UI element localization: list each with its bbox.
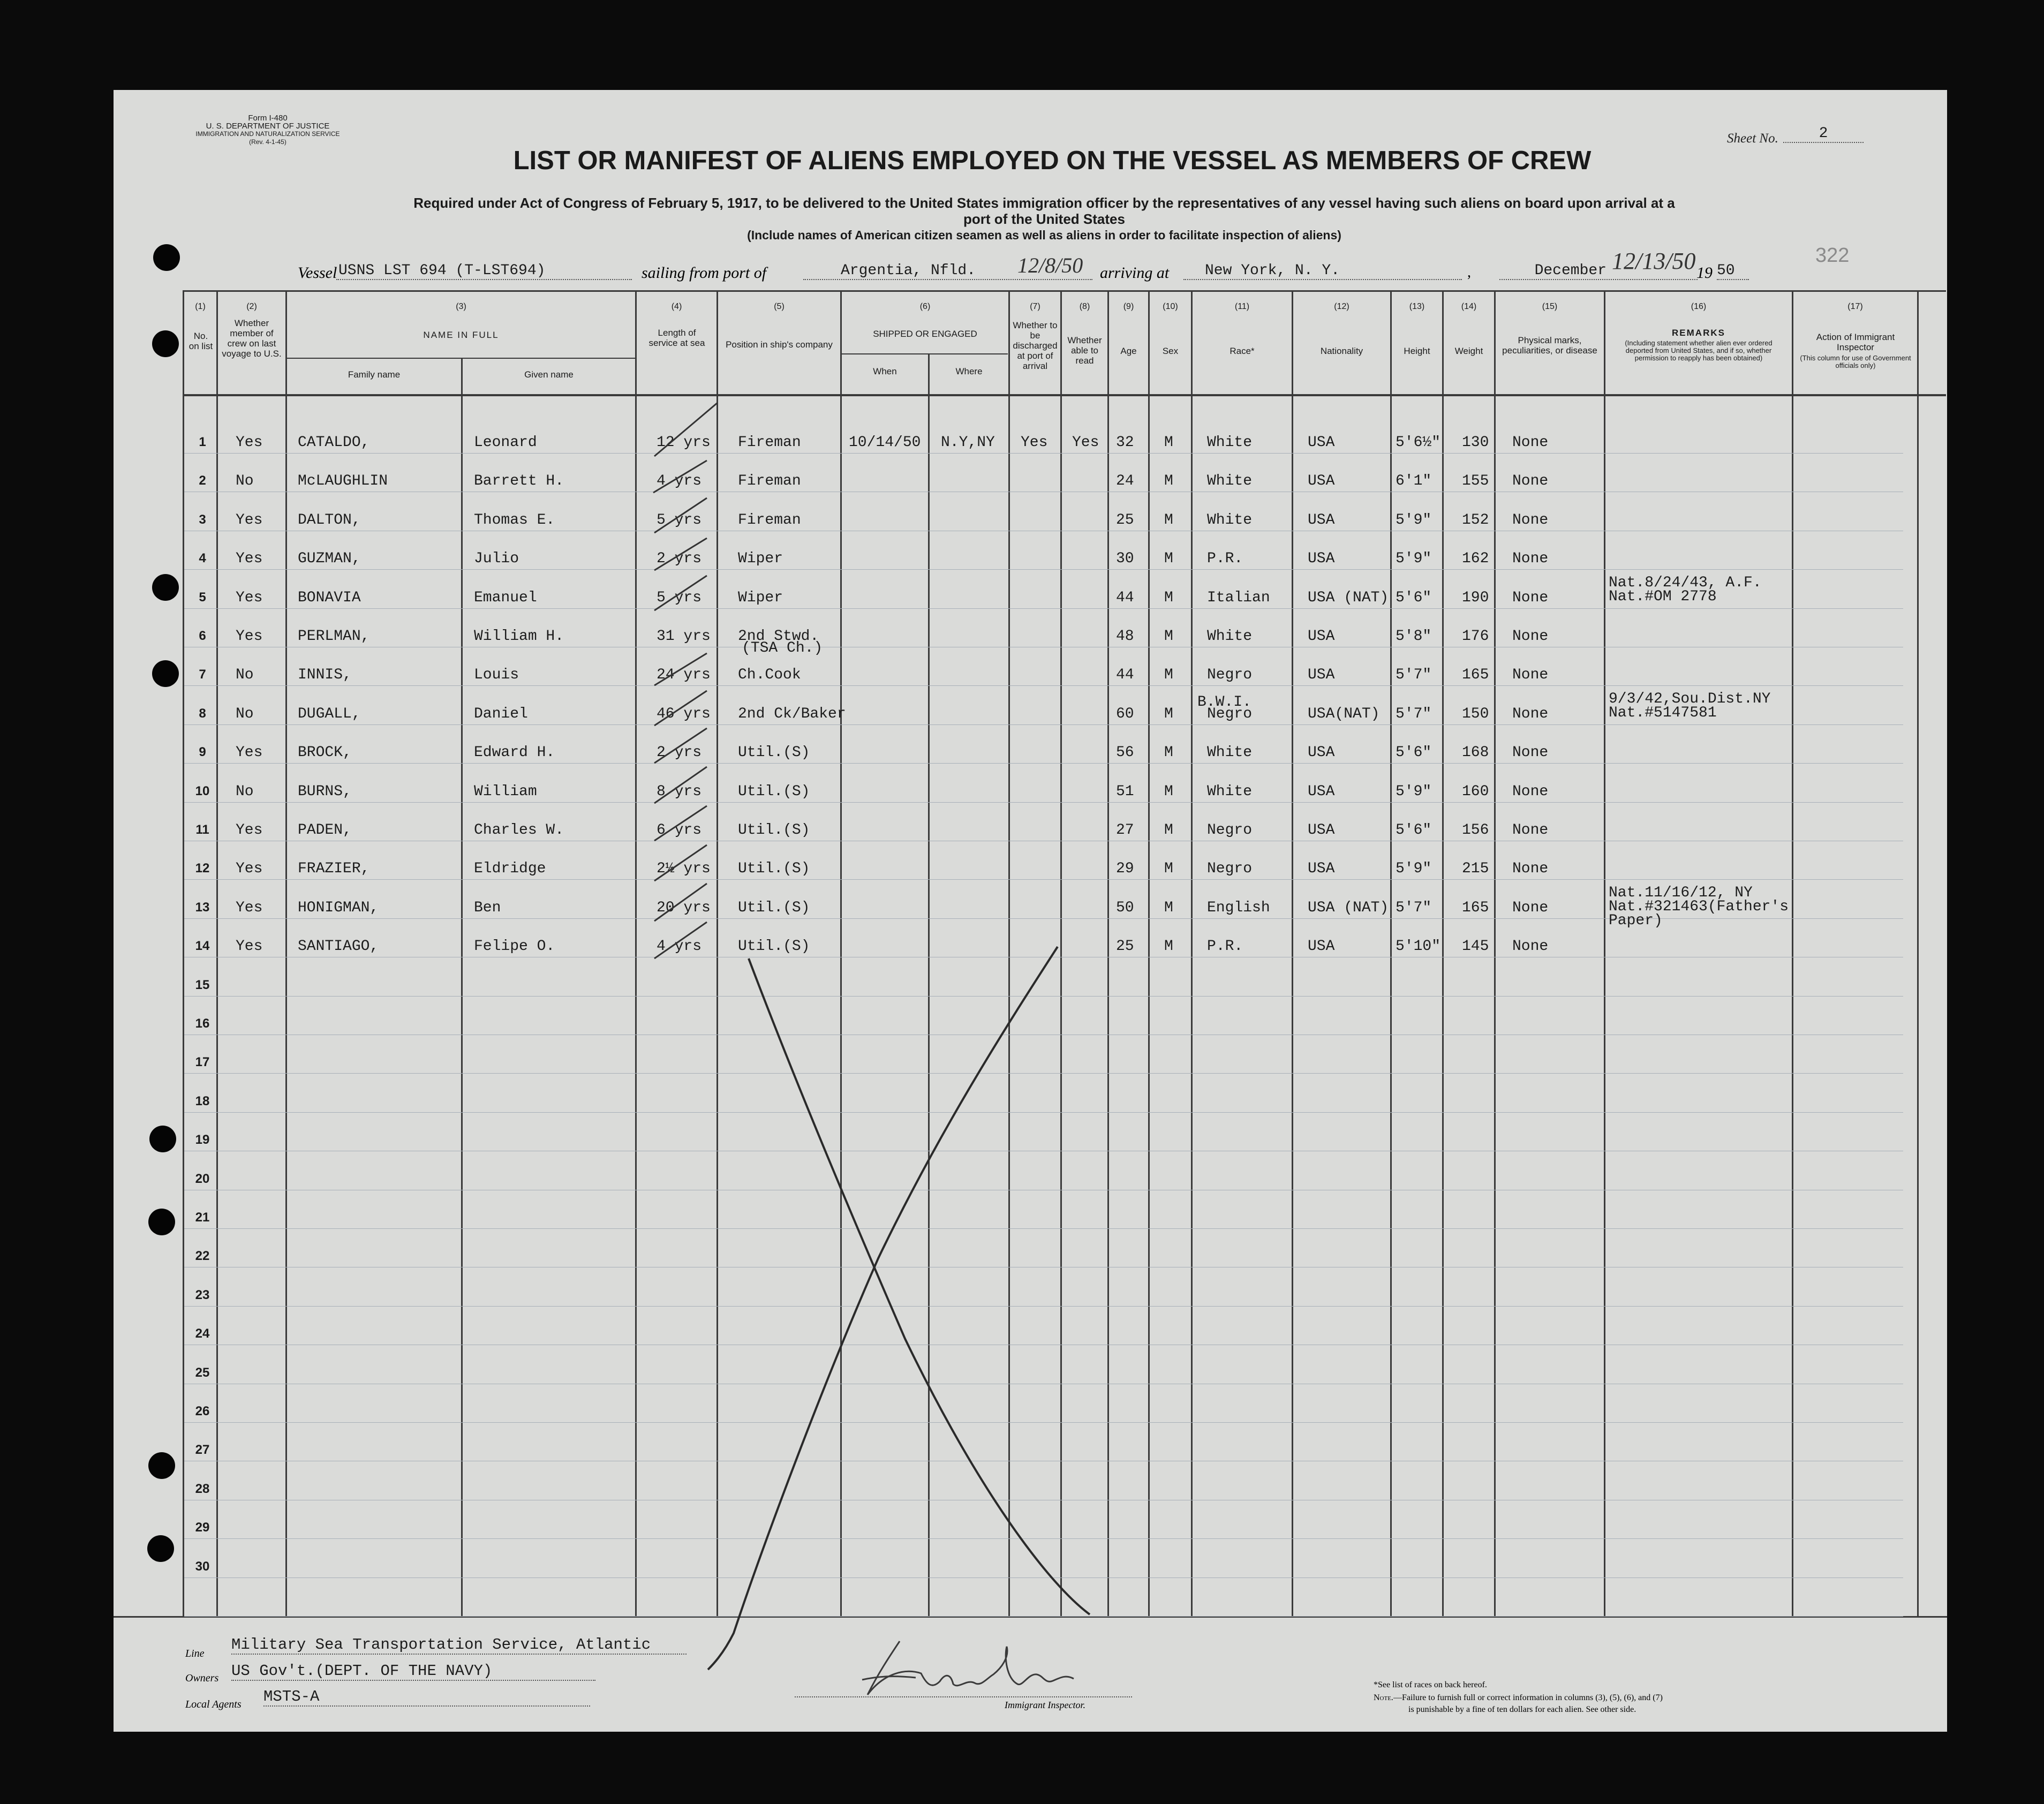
position-cell: Fireman [738,473,801,490]
age-cell: 44 [1116,667,1134,684]
col8-num: (8) [1079,302,1090,311]
where-header: Where [955,366,983,376]
position-cell: Util.(S) [738,861,810,878]
height-cell: 5'9" [1396,861,1432,878]
position-cell: Wiper [738,589,783,606]
remarks-line1: Nat.8/24/43, A.F. [1609,574,1762,591]
family-name-cell: GUZMAN, [298,550,361,568]
given-name-cell: Edward H. [474,744,555,761]
age-cell: 48 [1116,628,1134,645]
position-cell: 2nd Stwd. [738,628,819,645]
position-cell: Fireman [738,511,801,529]
arrival-month: December [1499,262,1698,280]
marks-cell: None [1512,589,1549,606]
marks-cell: None [1512,938,1549,955]
sex-cell: M [1164,705,1173,722]
row-number: 20 [195,1171,210,1186]
last-voyage-cell: No [236,783,254,800]
inspector-signature [846,1636,1125,1705]
family-name-cell: McLAUGHLIN [298,473,388,490]
col15-num: (15) [1542,302,1558,311]
service-length-cell: 2 yrs [657,744,702,761]
service-length-cell: 46 yrs [657,705,711,722]
agents-value: MSTS-A [263,1688,590,1707]
row-number: 19 [195,1133,210,1148]
remarks-line1: Nat.11/16/12, NY [1609,884,1753,901]
col5-label: Position in ship's company [726,339,833,350]
service-length-cell: 2½ yrs [657,861,711,878]
height-cell: 5'7" [1396,667,1432,684]
sailing-date-handwritten: 12/8/50 [1017,253,1083,277]
given-name-cell: Leonard [474,434,537,451]
sex-cell: M [1164,589,1173,606]
last-voyage-cell: Yes [236,550,263,568]
position-cell: 2nd Ck/Baker [738,705,846,722]
sex-cell: M [1164,783,1173,800]
weight-cell: 156 [1462,822,1489,839]
weight-cell: 215 [1462,861,1489,878]
last-voyage-cell: No [236,667,254,684]
col6-num: (6) [919,302,931,311]
col17-sub: (This column for use of Government officials only) [1800,354,1911,369]
col7-num: (7) [1030,302,1040,311]
race-note: *See list of races on back hereof. [1374,1680,1487,1689]
row-number: 3 [199,512,206,527]
col3-label: NAME IN FULL [423,330,499,340]
weight-cell: 165 [1462,667,1489,684]
service-length-cell: 5 yrs [657,589,702,606]
col4-num: (4) [671,302,682,311]
family-name-cell: CATALDO, [298,434,370,451]
row-number: 11 [195,822,209,837]
col5-num: (5) [774,302,785,311]
sex-cell: M [1164,511,1173,529]
given-name-cell: Eldridge [474,861,546,878]
position-cell: Util.(S) [738,744,810,761]
year-suffix: 50 [1717,262,1749,280]
race-cell: White [1207,744,1253,761]
height-cell: 5'6½" [1396,434,1441,451]
weight-cell: 162 [1462,550,1489,568]
height-cell: 6'1" [1396,473,1432,490]
col1-label: No. on list [188,331,213,351]
row-number: 23 [195,1287,210,1302]
given-name-cell: Felipe O. [474,938,555,955]
marks-cell: None [1512,667,1549,684]
position-cell-line2: (TSA Ch.) [742,640,823,656]
service-length-cell: 31 yrs [657,628,711,645]
footer-note [1374,1693,1663,1703]
col4-label: Length of service at sea [648,328,705,348]
nationality-cell: USA(NAT) [1308,705,1380,722]
service-length-cell: 12 yrs [657,434,711,451]
age-cell: 44 [1116,589,1134,606]
last-voyage-cell: No [236,705,254,722]
row-number: 28 [195,1481,210,1496]
given-name-cell: Emanuel [474,589,537,606]
last-voyage-cell: No [236,473,254,490]
row-number: 5 [199,590,206,605]
height-cell: 5'9" [1396,511,1432,529]
marks-cell: None [1512,473,1549,490]
family-name-cell: DALTON, [298,511,361,529]
weight-cell: 145 [1462,938,1489,955]
page-title: LIST OR MANIFEST OF ALIENS EMPLOYED ON THE VESSEL AS MEMBERS OF CREW [513,146,1592,175]
subtitle-line-1: Required under Act of Congress of February 5, 1917, to be delivered to the United States immigration officer by the representatives of any vessel having such aliens on board upon arrival at a [413,195,1675,211]
stamp-number: 322 [1815,244,1850,267]
inspector-label: Immigrant Inspector. [1005,1700,1085,1710]
row-number: 24 [195,1326,210,1341]
marks-cell: None [1512,628,1549,645]
row-number: 14 [195,939,210,954]
col9-label: Age [1120,346,1137,356]
sheet-label: Sheet No. [1727,131,1778,146]
age-cell: 25 [1116,938,1134,955]
height-cell: 5'9" [1396,783,1432,800]
owners-value: US Gov't.(DEPT. OF THE NAVY) [231,1662,595,1681]
marks-cell: None [1512,783,1549,800]
col17-label: Action of Immigrant Inspector [1816,332,1895,352]
given-name-cell: Barrett H. [474,473,564,490]
port-to: New York, N. Y. [1183,262,1462,280]
note-line-1: —Failure to furnish full or correct information in columns (3), (5), (6), and (7) [1393,1693,1663,1702]
remarks-line2: Nat.#OM 2778 [1609,588,1717,605]
given-name-cell: William [474,783,537,800]
marks-cell: None [1512,511,1549,529]
row-number: 18 [195,1093,210,1108]
given-name-cell: William H. [474,628,564,645]
position-cell: Fireman [738,434,801,451]
height-cell: 5'9" [1396,550,1432,568]
position-cell: Wiper [738,550,783,568]
height-cell: 5'7" [1396,899,1432,916]
marks-cell: None [1512,822,1549,839]
height-cell: 5'6" [1396,822,1432,839]
col8-label: Whether able to read [1067,335,1102,366]
race-cell: White [1207,434,1253,451]
given-name-cell: Ben [474,899,501,916]
sex-cell: M [1164,667,1173,684]
family-name-cell: DUGALL, [298,705,361,722]
family-name-cell: BURNS, [298,783,352,800]
col10-num: (10) [1163,302,1178,311]
remarks-line2: Nat.#321463(Father's [1609,898,1789,915]
row-number: 30 [195,1559,210,1574]
shipped-when-cell: 10/14/50 [849,434,921,451]
race-cell: Negro [1207,705,1253,722]
height-cell: 5'10" [1396,938,1441,955]
last-voyage-cell: Yes [236,434,263,451]
age-cell: 25 [1116,511,1134,529]
col11-label: Race* [1230,346,1255,356]
race-cell: White [1207,783,1253,800]
row-number: 22 [195,1249,210,1264]
age-cell: 27 [1116,822,1134,839]
row-number: 10 [195,783,210,798]
note-label: Note. [1374,1693,1393,1702]
col11-num: (11) [1234,302,1250,311]
vessel-label: Vessel [298,264,337,282]
race-cell: P.R. [1207,938,1243,955]
weight-cell: 160 [1462,783,1489,800]
subtitle-note: (Include names of American citizen seamen as well as aliens in order to facilitate inspection of aliens) [747,228,1341,242]
row-number: 17 [195,1055,210,1070]
sex-cell: M [1164,434,1173,451]
col15-label: Physical marks, peculiarities, or disease [1502,335,1597,356]
nationality-cell: USA [1308,473,1335,490]
col3-num: (3) [456,302,466,311]
weight-cell: 165 [1462,899,1489,916]
sex-cell: M [1164,550,1173,568]
nationality-cell: USA [1308,744,1335,761]
sex-cell: M [1164,822,1173,839]
age-cell: 32 [1116,434,1134,451]
position-cell: Ch.Cook [738,667,801,684]
given-name-cell: Charles W. [474,822,564,839]
height-cell: 5'6" [1396,589,1432,606]
row-number: 27 [195,1443,210,1458]
col13-num: (13) [1409,302,1425,311]
nationality-cell: USA [1308,511,1335,529]
owners-label: Owners [185,1672,219,1684]
family-name-cell: BONAVIA [298,589,361,606]
last-voyage-cell: Yes [236,589,263,606]
nationality-cell: USA [1308,434,1335,451]
line-label: Line [185,1648,205,1659]
family-name-cell: PADEN, [298,822,352,839]
age-cell: 30 [1116,550,1134,568]
col14-num: (14) [1461,302,1477,311]
family-name-cell: PERLMAN, [298,628,370,645]
family-name-header: Family name [348,369,401,380]
sex-cell: M [1164,938,1173,955]
signature-line [795,1696,1132,1697]
race-cell: Italian [1207,589,1270,606]
nationality-cell: USA (NAT) [1308,589,1389,606]
service-length-cell: 6 yrs [657,822,702,839]
when-header: When [873,366,897,376]
service-length-cell: 4 yrs [657,938,702,955]
last-voyage-cell: Yes [236,511,263,529]
race-cell: White [1207,628,1253,645]
marks-cell: None [1512,899,1549,916]
col16-num: (16) [1691,302,1707,311]
age-cell: 56 [1116,744,1134,761]
race-cell: English [1207,899,1270,916]
last-voyage-cell: Yes [236,938,263,955]
col16-sub: (Including statement whether alien ever ordered deported from United States, and if so, whether permission to reapply has been obtained) [1625,339,1773,362]
nationality-cell: USA [1308,667,1335,684]
weight-cell: 176 [1462,628,1489,645]
service-length-cell: 20 yrs [657,899,711,916]
col7-label: Whether to be discharged at port of arrival [1013,320,1058,371]
marks-cell: None [1512,744,1549,761]
given-name-cell: Julio [474,550,519,568]
nationality-cell: USA [1308,938,1335,955]
given-name-cell: Louis [474,667,519,684]
col13-label: Height [1404,346,1430,356]
remarks-line2: Nat.#5147581 [1609,704,1717,721]
weight-cell: 150 [1462,705,1489,722]
row-number: 8 [199,706,206,721]
given-name-cell: Thomas E. [474,511,555,529]
marks-cell: None [1512,705,1549,722]
col12-num: (12) [1334,302,1349,311]
row-number: 12 [195,861,210,876]
given-name-header: Given name [524,369,574,380]
sex-cell: M [1164,744,1173,761]
year-prefix: 19 [1696,264,1713,282]
arriving-label: arriving at [1100,264,1170,282]
service-length-cell: 8 yrs [657,783,702,800]
sex-cell: M [1164,899,1173,916]
race-cell: Negro [1207,822,1253,839]
age-cell: 29 [1116,861,1134,878]
row-number: 7 [199,667,206,682]
family-name-cell: INNIS, [298,667,352,684]
discharged-cell: Yes [1021,434,1048,451]
race-cell: P.R. [1207,550,1243,568]
race-cell: White [1207,511,1253,529]
sex-cell: M [1164,861,1173,878]
comma: , [1467,264,1471,281]
age-cell: 60 [1116,705,1134,722]
row-number: 4 [199,551,206,566]
nationality-cell: USA [1308,550,1335,568]
remarks-line3: Paper) [1609,912,1663,929]
shipped-where-cell: N.Y,NY [941,434,995,451]
col17-num: (17) [1847,302,1863,311]
revision: (Rev. 4-1-45) [249,138,286,146]
service-length-cell: 2 yrs [657,550,702,568]
service-name: IMMIGRATION AND NATURALIZATION SERVICE [195,130,340,138]
col2-num: (2) [246,302,257,311]
weight-cell: 155 [1462,473,1489,490]
position-cell: Util.(S) [738,783,810,800]
row-number: 29 [195,1520,210,1535]
family-name-cell: FRAZIER, [298,861,370,878]
row-number: 15 [195,977,210,992]
weight-cell: 130 [1462,434,1489,451]
last-voyage-cell: Yes [236,628,263,645]
department: U. S. DEPARTMENT OF JUSTICE [206,122,330,131]
note-line-2: is punishable by a fine of ten dollars for each alien. See other side. [1408,1705,1636,1714]
able-to-read-cell: Yes [1072,434,1099,451]
marks-cell: None [1512,861,1549,878]
row-number: 25 [195,1365,210,1380]
row-number: 2 [199,473,206,488]
col1-num: (1) [195,302,206,311]
row-number: 21 [195,1210,210,1225]
position-cell: Util.(S) [738,938,810,955]
sheet-number: 2 [1783,125,1864,143]
last-voyage-cell: Yes [236,744,263,761]
service-length-cell: 5 yrs [657,511,702,529]
row-number: 6 [199,629,206,643]
form-number: Form I-480 [248,114,288,123]
age-cell: 24 [1116,473,1134,490]
marks-cell: None [1512,550,1549,568]
subtitle-line-2: port of the United States [963,211,1125,227]
row-number: 26 [195,1404,210,1418]
family-name-cell: SANTIAGO, [298,938,379,955]
weight-cell: 152 [1462,511,1489,529]
port-from: Argentia, Nfld. [803,262,1092,280]
col6-label: SHIPPED OR ENGAGED [873,329,977,339]
service-length-cell: 4 yrs [657,473,702,490]
arrival-date-handwritten: 12/13/50 [1612,248,1696,274]
col9-num: (9) [1123,302,1134,311]
last-voyage-cell: Yes [236,861,263,878]
row-number: 16 [195,1016,210,1031]
sex-cell: M [1164,628,1173,645]
agents-label: Local Agents [185,1699,242,1710]
nationality-cell: USA [1308,628,1335,645]
row-number: 1 [199,435,206,449]
weight-cell: 190 [1462,589,1489,606]
family-name-cell: BROCK, [298,744,352,761]
col12-label: Nationality [1320,346,1363,356]
height-cell: 5'8" [1396,628,1432,645]
vessel-name: USNS LST 694 (T-LST694) [336,262,632,280]
age-cell: 50 [1116,899,1134,916]
marks-cell: None [1512,434,1549,451]
family-name-cell: HONIGMAN, [298,899,379,916]
position-cell: Util.(S) [738,822,810,839]
col16-label: REMARKS [1672,328,1725,338]
nationality-cell: USA (NAT) [1308,899,1389,916]
service-length-cell: 24 yrs [657,667,711,684]
given-name-cell: Daniel [474,705,528,722]
nationality-cell: USA [1308,822,1335,839]
age-cell: 51 [1116,783,1134,800]
race-cell: Negro [1207,667,1253,684]
height-cell: 5'7" [1396,705,1432,722]
nationality-cell: USA [1308,861,1335,878]
race-cell: White [1207,473,1253,490]
race-cell: Negro [1207,861,1253,878]
sailing-label: sailing from port of [642,264,767,282]
last-voyage-cell: Yes [236,822,263,839]
last-voyage-cell: Yes [236,899,263,916]
remarks-line1: 9/3/42,Sou.Dist.NY [1609,690,1771,707]
nationality-cell: USA [1308,783,1335,800]
position-cell: Util.(S) [738,899,810,916]
height-cell: 5'6" [1396,744,1432,761]
col14-label: Weight [1454,346,1483,356]
race-above-cell: B.W.I. [1197,693,1251,711]
weight-cell: 168 [1462,744,1489,761]
row-number: 9 [199,745,206,760]
sex-cell: M [1164,473,1173,490]
col2-label: Whether member of crew on last voyage to U.S. [222,318,282,359]
line-value: Military Sea Transportation Service, Atlantic [231,1636,687,1655]
row-number: 13 [195,900,210,915]
col10-label: Sex [1162,346,1179,356]
